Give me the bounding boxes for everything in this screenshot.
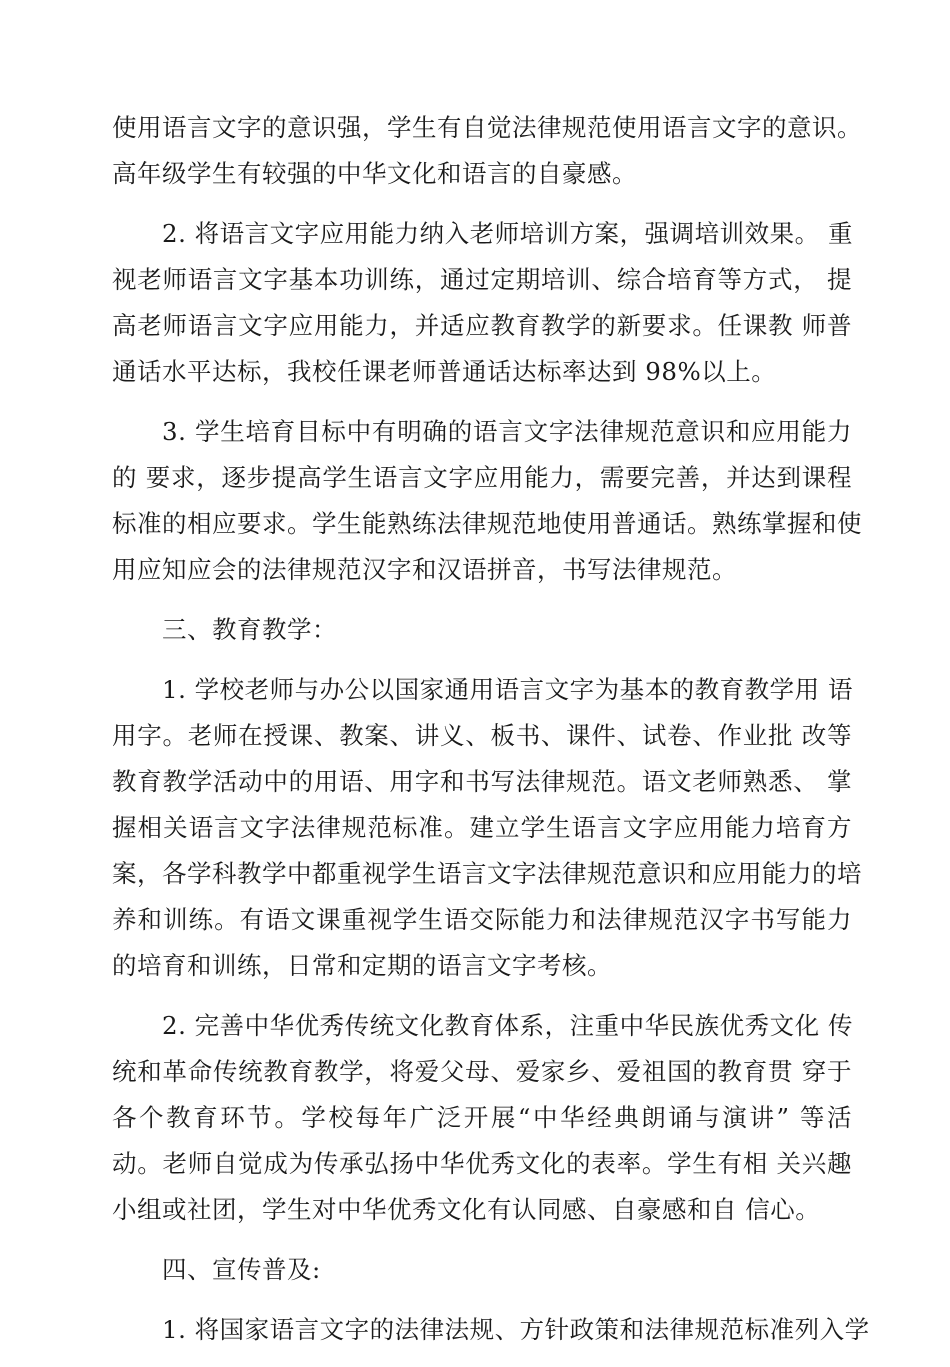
text-line: 用应知应会的法律规范汉字和汉语拼音，书写法律规范。 <box>112 555 737 584</box>
section-heading: 四、宣传普及: <box>162 1255 321 1284</box>
text-line: 高年级学生有较强的中华文化和语言的自豪感。 <box>112 159 637 188</box>
paragraph-2 <box>112 211 852 395</box>
text-line: 视老师语言文字基本功训练，通过定期培训、综合培育等方式， 提 <box>112 265 852 294</box>
paragraph-1 <box>112 105 862 197</box>
text-line: 用字。老师在授课、教案、讲义、板书、课件、试卷、作业批 改等 <box>112 721 852 750</box>
text-line: 通话水平达标，我校任课老师普通话达标率达到 98%以上。 <box>112 357 777 386</box>
text-line: 1. 将国家语言文字的法律法规、方针政策和法律规范标准列入学 <box>162 1315 870 1344</box>
text-line: 握相关语言文字法律规范标准。建立学生语言文字应用能力培育方 <box>112 813 852 842</box>
text-line: 高老师语言文字应用能力，并适应教育教学的新要求。任课教 师普 <box>112 311 852 340</box>
text-line: 3. 学生培育目标中有明确的语言文字法律规范意识和应用能力 <box>162 417 852 446</box>
text-line: 养和训练。有语文课重视学生语交际能力和法律规范汉字书写能力 <box>112 905 852 934</box>
text-line: 动。老师自觉成为传承弘扬中华优秀文化的表率。学生有相 关兴趣 <box>112 1149 852 1178</box>
paragraph-3 <box>112 409 862 593</box>
section-heading: 三、教育教学： <box>162 615 337 644</box>
text-line: 使用语言文字的意识强，学生有自觉法律规范使用语言文字的意识。 <box>112 113 862 142</box>
text-line: 的 要求，逐步提高学生语言文字应用能力，需要完善，并达到课程 <box>112 463 852 492</box>
text-line: 小组或社团，学生对中华优秀文化有认同感、自豪感和自 信心。 <box>112 1195 821 1224</box>
text-line: 1. 学校老师与办公以国家通用语言文字为基本的教育教学用 语 <box>162 675 853 704</box>
text-line: 2. 将语言文字应用能力纳入老师培训方案，强调培训效果。 重 <box>162 219 853 248</box>
text-line: 的培育和训练，日常和定期的语言文字考核。 <box>112 951 612 980</box>
paragraph-5 <box>112 1003 852 1233</box>
text-line: 案，各学科教学中都重视学生语言文字法律规范意识和应用能力的培 <box>112 859 862 888</box>
text-line: 2. 完善中华优秀传统文化教育体系，注重中华民族优秀文化 传 <box>162 1011 853 1040</box>
document-body <box>112 105 870 1367</box>
text-line: 各个教育环节。学校每年广泛开展“中华经典朗诵与演讲” 等活 <box>112 1103 852 1132</box>
paragraph-6 <box>112 1307 870 1353</box>
paragraph-4 <box>112 667 862 989</box>
text-line: 标准的相应要求。学生能熟练法律规范地使用普通话。熟练掌握和使 <box>112 509 862 538</box>
text-line: 教育教学活动中的用语、用字和书写法律规范。语文老师熟悉、 掌 <box>112 767 852 796</box>
section-heading-publicity <box>112 1247 852 1293</box>
text-line: 统和革命传统教育教学，将爱父母、爱家乡、爱祖国的教育贯 穿于 <box>112 1057 852 1086</box>
section-heading-teaching <box>112 607 852 653</box>
